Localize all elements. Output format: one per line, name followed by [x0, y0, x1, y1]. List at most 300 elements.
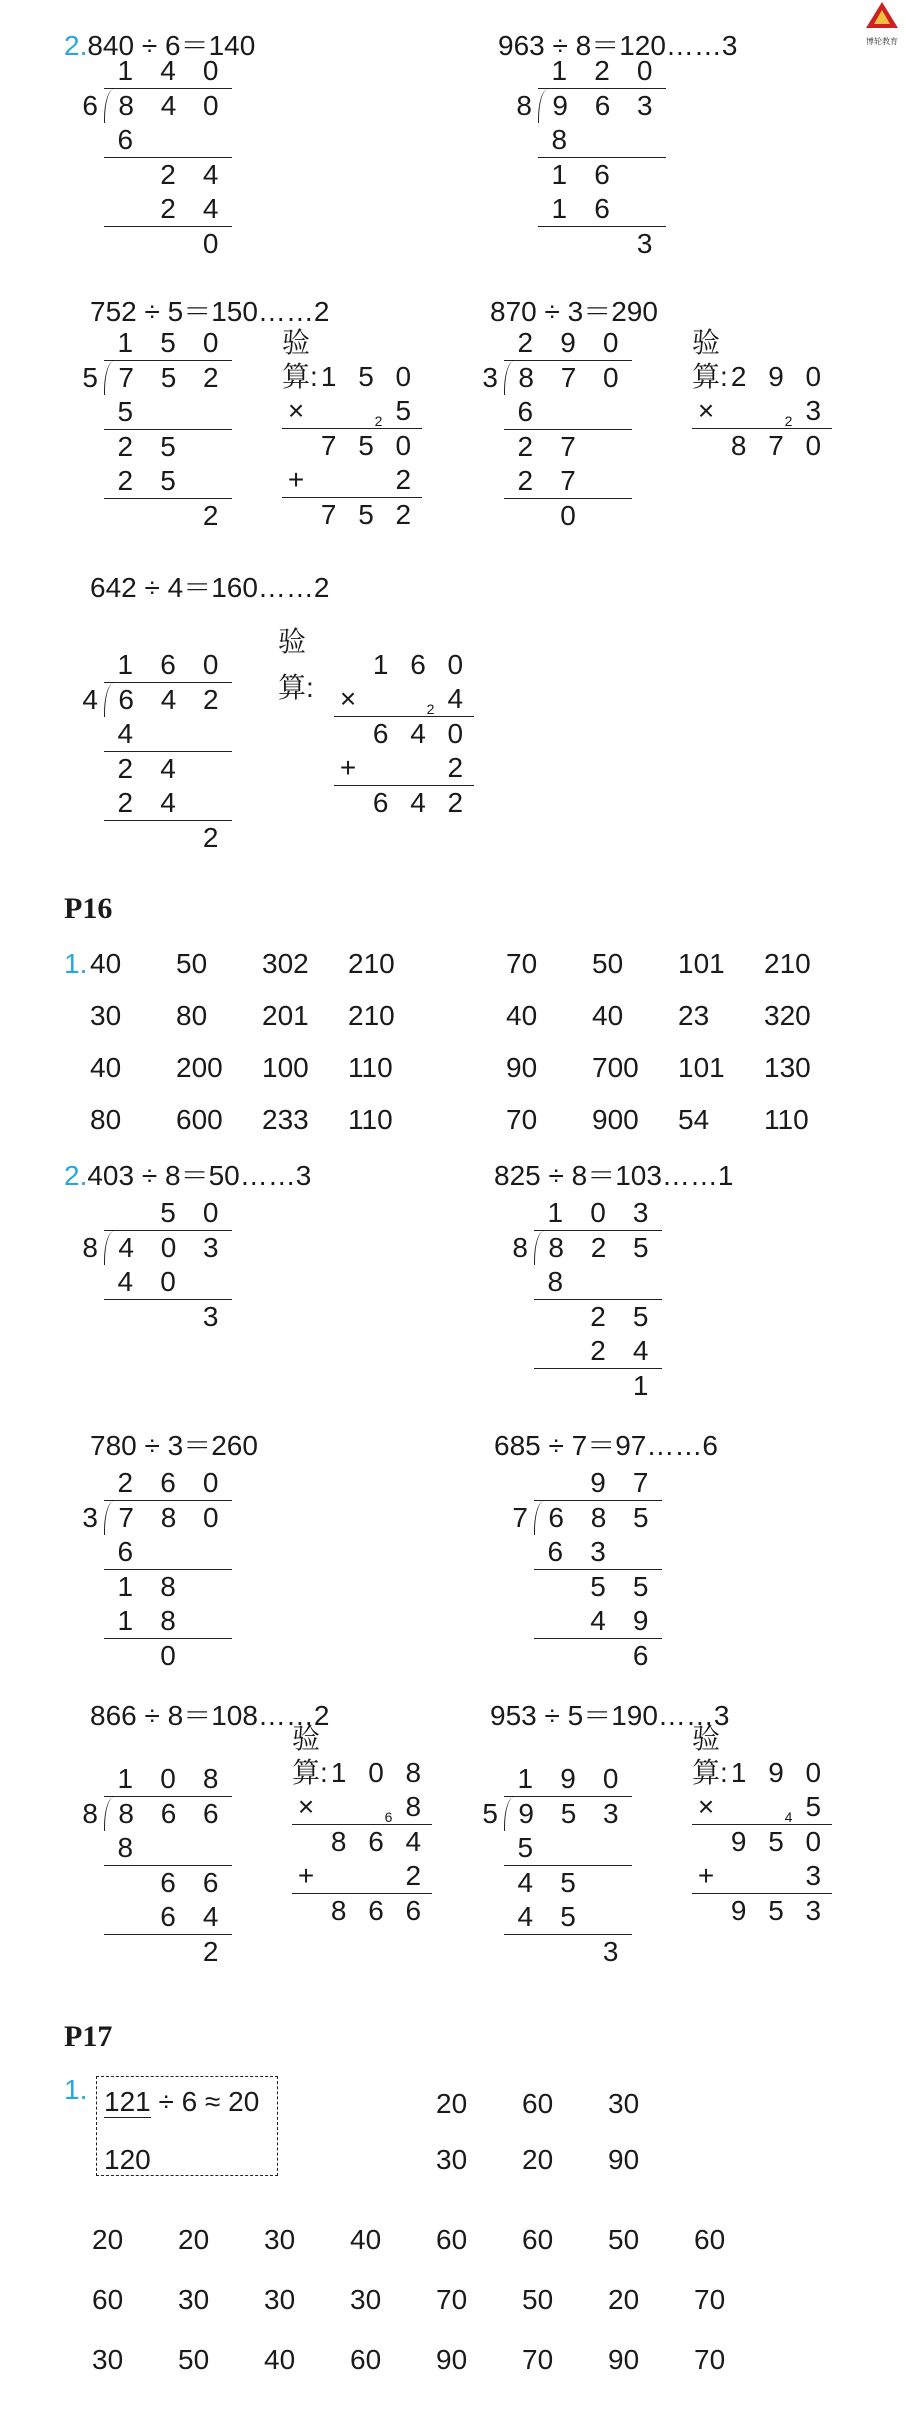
digit: 8	[202, 1763, 219, 1794]
equation-text: 963 ÷ 8＝120……3	[498, 30, 738, 61]
verification-grid	[282, 360, 422, 532]
digit-text: 6	[368, 1826, 384, 1857]
digit	[320, 1894, 357, 1928]
digit-text: 6	[372, 718, 389, 749]
digit-text: 2	[405, 1860, 422, 1891]
digit	[189, 1265, 232, 1299]
division-step	[504, 1935, 632, 1969]
digit	[292, 1756, 320, 1790]
digit	[757, 1894, 794, 1928]
digit	[385, 360, 422, 394]
digit	[104, 192, 147, 226]
digit: 6	[547, 1536, 564, 1567]
division-step	[534, 1334, 662, 1369]
digit	[104, 1866, 147, 1900]
digit	[189, 1831, 232, 1865]
division-step	[104, 464, 232, 499]
divisor: 3	[82, 1502, 98, 1533]
digit-text: 8	[730, 430, 747, 461]
digit	[147, 123, 190, 157]
quotient-row	[534, 1196, 662, 1231]
digit-text: 7	[768, 430, 784, 461]
answer-cell: 90	[608, 2144, 640, 2175]
verification-row	[292, 1756, 432, 1790]
digit	[577, 1265, 620, 1299]
division-step	[538, 192, 666, 227]
division-step	[504, 395, 632, 430]
carry-digit: 2	[784, 413, 793, 429]
dividend-row	[104, 1797, 232, 1831]
verification-grid	[692, 1756, 832, 1928]
digit-text: ×	[339, 683, 357, 714]
digit-text: +	[697, 1860, 715, 1891]
digit: 9	[590, 1467, 606, 1498]
answer-cell: 70	[694, 2284, 726, 2315]
digit: 2	[202, 1936, 219, 1967]
digit-text: 2	[395, 499, 412, 530]
digit	[320, 1825, 357, 1859]
digit: 5	[633, 1502, 649, 1533]
answer-cell: 70	[436, 2284, 468, 2315]
digit-text: 0	[368, 1757, 384, 1788]
verification-grid	[292, 1756, 432, 1928]
digit	[282, 429, 310, 463]
digit	[720, 1859, 757, 1893]
division-step	[534, 1300, 662, 1334]
answer-cell: 80	[90, 1104, 122, 1135]
digit	[589, 1900, 632, 1934]
verification-row	[692, 1790, 832, 1825]
answer-cell: 40	[90, 1052, 122, 1083]
digit	[357, 1859, 394, 1893]
answer-cell: 60	[436, 2224, 468, 2255]
digit	[310, 498, 347, 532]
digit-text: 4	[447, 683, 464, 714]
division-step	[534, 1535, 662, 1570]
digit: 5	[560, 1798, 577, 1829]
digit	[357, 1894, 394, 1928]
digit	[347, 429, 384, 463]
digit	[147, 1935, 190, 1969]
division-step	[534, 1639, 662, 1673]
digit-text: ×	[297, 1791, 315, 1822]
division-step	[104, 1535, 232, 1570]
quotient-row	[104, 1762, 232, 1797]
long-division	[60, 54, 232, 261]
long-division	[460, 326, 632, 533]
division-step	[104, 192, 232, 227]
divisor: 8	[512, 1232, 528, 1263]
digit: 8	[160, 1571, 176, 1602]
digit	[104, 158, 147, 192]
division-step	[104, 227, 232, 261]
digit	[147, 1535, 190, 1569]
digit	[534, 1300, 577, 1334]
equation	[90, 296, 330, 328]
answer-cell: 70	[694, 2344, 726, 2375]
answer-cell: 20	[178, 2224, 210, 2255]
logo-icon	[860, 0, 904, 32]
digit	[399, 786, 436, 820]
digit	[692, 1859, 720, 1893]
digit	[147, 395, 190, 429]
verification-row	[692, 360, 832, 394]
digit	[310, 394, 347, 428]
digit	[757, 429, 794, 463]
digit-text: 8	[405, 1791, 422, 1822]
answer-cell: 60	[350, 2344, 382, 2375]
digit	[189, 1604, 232, 1638]
digit: 6	[160, 1901, 176, 1932]
digit	[104, 227, 147, 261]
digit: 0	[202, 55, 219, 86]
digit	[437, 648, 474, 682]
digit-text: 8	[330, 1895, 347, 1926]
verification-label: 验	[278, 626, 307, 657]
digit-text: 0	[447, 718, 464, 749]
digit	[547, 1831, 590, 1865]
division-step	[504, 1900, 632, 1935]
digit	[374, 394, 422, 429]
digit-text: 6	[405, 1895, 422, 1926]
quotient-row	[538, 54, 666, 89]
digit	[795, 1894, 832, 1928]
digit	[147, 717, 190, 751]
division-step	[504, 499, 632, 533]
digit-text: 5	[358, 499, 374, 530]
digit: 8	[518, 362, 534, 393]
answer-cell: 600	[176, 1104, 223, 1135]
digit: 9	[518, 1798, 534, 1829]
digit	[147, 499, 190, 533]
digit: 4	[160, 90, 177, 121]
answer-cell: 23	[678, 1000, 710, 1031]
digit-text: 6	[368, 1895, 384, 1926]
digit	[320, 1756, 357, 1790]
answer-cell: 40	[264, 2344, 296, 2375]
digit: 0	[636, 55, 653, 86]
digit: 5	[633, 1232, 649, 1263]
digit: 2	[160, 193, 176, 224]
digit: 2	[590, 1232, 607, 1263]
divisor: 5	[82, 362, 98, 393]
answer-cell: 30	[350, 2284, 382, 2315]
divisor: 3	[482, 362, 498, 393]
verification-grid	[334, 648, 474, 820]
answer-cell: 101	[678, 948, 725, 979]
digit	[320, 1859, 357, 1893]
dividend-row	[504, 361, 632, 395]
equation-text: 752 ÷ 5＝150……2	[90, 296, 330, 327]
digit-text: 4	[410, 787, 426, 818]
question-number: 1.	[64, 948, 88, 979]
digit: 0	[602, 327, 619, 358]
digit	[795, 1859, 832, 1893]
answer-cell: 90	[506, 1052, 538, 1083]
digit	[589, 464, 632, 498]
equation-text: 870 ÷ 3＝290	[490, 296, 658, 327]
digit-text: 2	[395, 464, 412, 495]
digit: 8	[118, 1798, 134, 1829]
digit	[385, 463, 422, 497]
digit: 6	[632, 1640, 649, 1671]
digit-text: 0	[447, 649, 464, 680]
digit	[362, 648, 399, 682]
digit	[720, 1825, 757, 1859]
digit-text: 7	[320, 430, 337, 461]
digit-text: 8	[405, 1757, 422, 1788]
digit: 6	[160, 1467, 176, 1498]
digit: 1	[517, 1763, 534, 1794]
divisor: 8	[82, 1232, 98, 1263]
digit	[692, 1756, 720, 1790]
digit-text: 1	[330, 1757, 347, 1788]
verification-row	[692, 1859, 832, 1894]
digit	[357, 1825, 394, 1859]
digit: 5	[160, 327, 176, 358]
verification-row	[282, 498, 422, 532]
divisor: 6	[82, 90, 98, 121]
digit	[147, 1300, 190, 1334]
digit: 1	[117, 55, 134, 86]
digit: 4	[632, 1335, 649, 1366]
digit	[104, 1935, 147, 1969]
digit-text: 2	[730, 361, 747, 392]
verification-row	[334, 717, 474, 751]
digit	[362, 682, 399, 716]
digit	[189, 430, 232, 464]
answer-grid-top	[436, 2076, 694, 2188]
equation	[64, 1160, 311, 1192]
digit: 0	[202, 1197, 219, 1228]
digit	[437, 751, 474, 785]
verification-row	[282, 394, 422, 429]
digit-text: 0	[395, 361, 412, 392]
digit: 3	[602, 1936, 619, 1967]
digit-text: 6	[410, 649, 426, 680]
dividend-row	[534, 1231, 662, 1265]
digit: 6	[117, 124, 134, 155]
section-title: P16	[64, 892, 113, 925]
digit	[757, 1756, 794, 1790]
answer-grid-left	[90, 938, 434, 1146]
digit: 9	[632, 1605, 649, 1636]
digit: 2	[517, 465, 534, 496]
digit: 5	[160, 431, 176, 462]
digit	[547, 1935, 590, 1969]
digit	[692, 1790, 720, 1824]
digit	[720, 394, 757, 428]
digit	[720, 360, 757, 394]
digit	[534, 1369, 577, 1403]
answer-cell: 101	[678, 1052, 725, 1083]
answer-cell: 90	[608, 2344, 640, 2375]
digit: 7	[118, 1502, 134, 1533]
digit: 0	[590, 1197, 606, 1228]
digit	[784, 1790, 832, 1825]
answer-cell: 302	[262, 948, 309, 979]
digit: 6	[548, 1502, 564, 1533]
answer-cell: 50	[522, 2284, 554, 2315]
digit	[547, 395, 590, 429]
verification-row	[292, 1859, 432, 1894]
answer-cell: 40	[592, 1000, 624, 1031]
long-division	[60, 1466, 232, 1673]
digit: 5	[560, 1901, 576, 1932]
digit: 1	[117, 1763, 134, 1794]
dividend-row	[504, 1797, 632, 1831]
digit: 0	[203, 90, 219, 121]
division-step	[104, 821, 232, 855]
digit: 4	[117, 718, 134, 749]
digit	[104, 499, 147, 533]
verification-row	[692, 429, 832, 463]
equation-text: 866 ÷ 8＝108……2	[90, 1700, 330, 1731]
digit: 4	[202, 159, 219, 190]
digit	[504, 1935, 547, 1969]
digit-text: 5	[768, 1895, 784, 1926]
division-step	[104, 1300, 232, 1334]
digit	[399, 751, 436, 785]
digit	[589, 1866, 632, 1900]
digit	[347, 463, 384, 497]
digit: 2	[202, 822, 219, 853]
carry-digit: 2	[374, 413, 383, 429]
answer-cell: 70	[506, 948, 538, 979]
digit-text: +	[287, 464, 305, 495]
digit: 0	[160, 1232, 177, 1263]
digit: 7	[560, 362, 577, 393]
digit	[189, 752, 232, 786]
digit-text: 9	[730, 1826, 747, 1857]
division-step	[504, 464, 632, 499]
answer-cell: 320	[764, 1000, 811, 1031]
digit: 9	[560, 327, 576, 358]
digit-text: 3	[805, 395, 822, 426]
digit: 4	[118, 1232, 134, 1263]
long-division	[490, 1196, 662, 1403]
digit	[692, 429, 720, 463]
dividend-row	[104, 683, 232, 717]
digit: 2	[203, 362, 219, 393]
division-step	[538, 158, 666, 192]
digit: 3	[590, 1536, 606, 1567]
digit-text: 3	[805, 1895, 822, 1926]
answer-cell: 30	[178, 2284, 210, 2315]
digit	[104, 1300, 147, 1334]
digit	[282, 498, 310, 532]
dividend-row	[104, 1501, 232, 1535]
equation	[494, 1160, 734, 1192]
digit: 0	[160, 1266, 176, 1297]
digit: 5	[160, 362, 177, 393]
digit	[104, 1639, 147, 1673]
digit-text: +	[339, 752, 357, 783]
digit: 1	[117, 327, 134, 358]
division-step	[534, 1369, 662, 1403]
digit	[189, 786, 232, 820]
digit: 5	[160, 1197, 176, 1228]
digit: 7	[118, 362, 134, 393]
equation-text: 780 ÷ 3＝260	[90, 1430, 258, 1461]
digit	[692, 360, 720, 394]
digit-text: 5	[358, 361, 374, 392]
division-step	[534, 1604, 662, 1639]
digit	[534, 1604, 577, 1638]
estimate-rest: ÷ 6 ≈ 20	[150, 2086, 260, 2117]
division-step	[538, 227, 666, 261]
digit	[320, 1790, 357, 1824]
digit: 2	[590, 1301, 606, 1332]
quotient-row	[104, 648, 232, 683]
answer-cell: 20	[92, 2224, 124, 2255]
digit	[795, 1756, 832, 1790]
answer-cell: 40	[350, 2224, 382, 2255]
digit: 2	[117, 787, 134, 818]
digit-text: 5	[395, 395, 412, 426]
digit: 4	[160, 753, 176, 784]
digit	[357, 1756, 394, 1790]
digit: 1	[632, 1370, 649, 1401]
division-step	[104, 1265, 232, 1300]
answer-cell: 30	[436, 2144, 468, 2175]
digit	[437, 786, 474, 820]
verification-label: 验算:	[692, 327, 728, 392]
answer-cell: 20	[608, 2284, 640, 2315]
digit: 4	[202, 193, 219, 224]
digit	[189, 464, 232, 498]
quotient-row	[104, 1466, 232, 1501]
answer-cell: 110	[348, 1052, 393, 1083]
verification-row	[282, 360, 422, 394]
digit-text: ×	[697, 395, 715, 426]
digit: 1	[117, 1571, 134, 1602]
quotient-row	[504, 326, 632, 361]
answer-cell: 210	[348, 1000, 395, 1031]
digit	[347, 498, 384, 532]
digit: 8	[548, 1232, 564, 1263]
digit	[104, 1900, 147, 1934]
digit: 6	[594, 90, 611, 121]
verification-row	[692, 394, 832, 429]
digit	[189, 1639, 232, 1673]
digit	[538, 227, 581, 261]
digit: 8	[551, 124, 568, 155]
digit	[395, 1825, 432, 1859]
verification-row	[292, 1825, 432, 1859]
digit: 6	[202, 1867, 219, 1898]
answer-cell: 30	[90, 1000, 122, 1031]
equation	[494, 1430, 718, 1462]
verification-row	[334, 648, 474, 682]
division-step	[504, 1831, 632, 1866]
answer-cell: 30	[608, 2088, 640, 2119]
equation	[490, 296, 658, 328]
quotient-row	[504, 1762, 632, 1797]
equation	[90, 1430, 258, 1462]
division-step	[104, 1831, 232, 1866]
digit	[581, 123, 624, 157]
question-number: 1.	[64, 2074, 88, 2105]
divisor: 5	[482, 1798, 498, 1829]
division-step	[104, 786, 232, 821]
equation-text: 642 ÷ 4＝160……2	[90, 572, 330, 603]
digit	[757, 1859, 794, 1893]
digit	[623, 192, 666, 226]
digit: 6	[160, 1798, 177, 1829]
answer-grid-bottom	[92, 2210, 780, 2390]
answer-cell: 60	[694, 2224, 726, 2255]
